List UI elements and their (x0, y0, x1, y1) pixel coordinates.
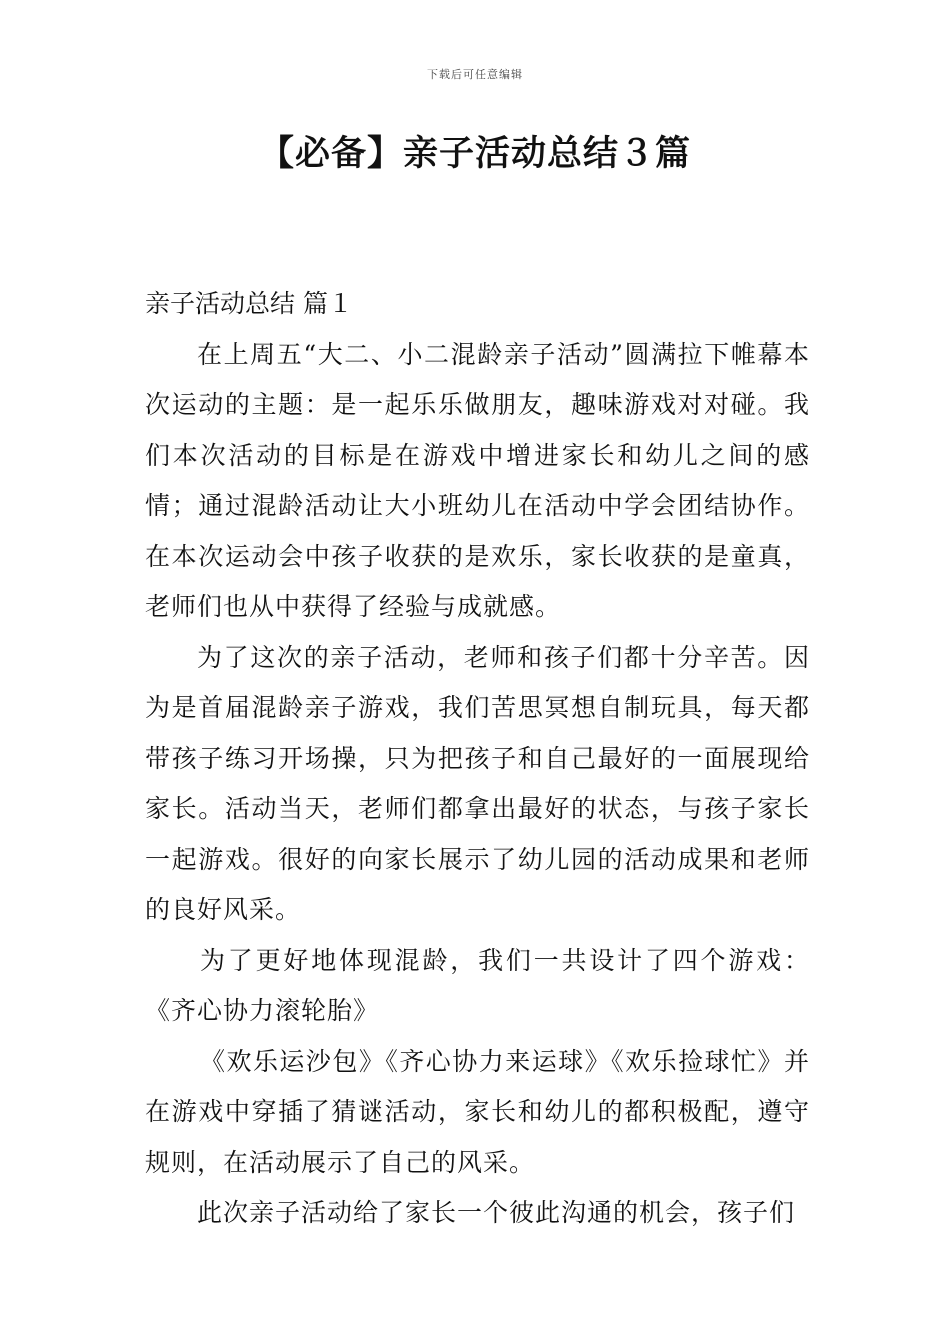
paragraph-1: 在上周五“大二、小二混龄亲子活动”圆满拉下帷幕本次运动的主题：是一起乐乐做朋友，趣味游戏对对碰。我们本次活动的目标是在游戏中增进家长和幼儿之间的感情；通过混龄活动让大小班幼儿在活动中学会团结协作。在本次运动会中孩子收获的是欢乐，家长收获的是童真，老师们也从中获得了经验与成就感。 (145, 339, 810, 621)
paragraph-2: 为了这次的亲子活动，老师和孩子们都十分辛苦。因为是首届混龄亲子游戏，我们苦思冥想自制玩具，每天都带孩子练习开场操，只为把孩子和自己最好的一面展现给家长。活动当天，老师们都拿出最好的状态，与孩子家长一起游戏。很好的向家长展示了幼儿园的活动成果和老师的良好风采。 (145, 642, 810, 924)
section-heading: 亲子活动总结 篇１ (145, 289, 353, 318)
document-title: 【必备】亲子活动总结３篇 (258, 134, 691, 174)
paragraph-4: 《欢乐运沙包》《齐心协力来运球》《欢乐捡球忙》并在游戏中穿插了猜谜活动，家长和幼儿的都积极配，遵守规则，在活动展示了自己的风采。 (145, 1046, 810, 1177)
header-note: 下载后可任意编辑 (427, 68, 523, 81)
paragraph-3: 为了更好地体现混龄，我们一共设计了四个游戏：《齐心协力滚轮胎》 (145, 945, 810, 1025)
paragraph-5: 此次亲子活动给了家长一个彼此沟通的机会，孩子们 (197, 1198, 796, 1227)
document-body (145, 279, 810, 1239)
